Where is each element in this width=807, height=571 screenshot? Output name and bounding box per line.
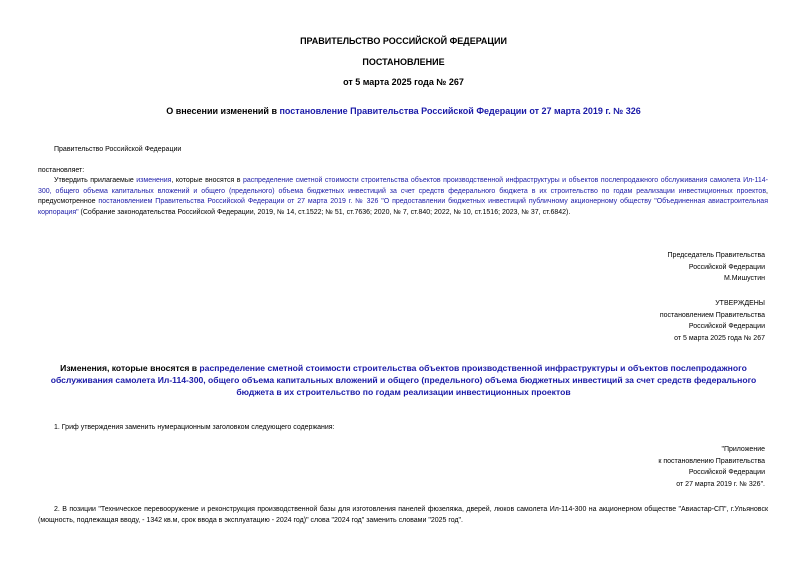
p1-text-c: , предусмотренное (38, 187, 768, 205)
government-name: Правительство Российской Федерации (54, 146, 182, 153)
signature-block (668, 250, 765, 285)
appendix-block (658, 444, 765, 490)
approved-line-1: УТВЕРЖДЕНЫ (715, 300, 765, 307)
item-2: 2. В позиции "Техническое перевооружение и реконструкция производственной базы для изготовления панелей фюзеляжа, дверей, люков самолета Ил-114-300 на акционерном обществе "Авиастар-СП", г.Ульяновск (мощность, подлежащая вводу, - 1342 кв.м, срок ввода в эксплуатацию - 2024 год)" слова "2024 год" заменить словами "2025 год". (38, 506, 768, 524)
p1-link-changes[interactable]: изменения (136, 177, 172, 184)
signature-line-2: Российской Федерации (688, 263, 765, 271)
main-paragraph (38, 176, 768, 218)
government-title: ПРАВИТЕЛЬСТВО РОССИЙСКОЙ ФЕДЕРАЦИИ (300, 36, 507, 46)
subject-link[interactable]: постановление Правительства Российской Федерации от 27 марта 2019 г. № 326 (279, 106, 641, 116)
appendix-line-4: от 27 марта 2019 г. № 326". (676, 480, 765, 488)
p1-text-b: , которые вносятся в (171, 177, 243, 184)
document-date-number: от 5 марта 2025 года № 267 (343, 77, 464, 87)
signature-line-1: Председатель Правительства (667, 252, 765, 259)
p1-link-distribution[interactable]: распределение сметной стоимости строительства объектов производственной инфраструктуры и объектов послепродажного обслуживания самолета Ил-114-300, общего объема капитальных вложений и общего (предельного) объема бюджетных инвестиций за счет средств федерального бюджета в их строительство по годам реализации инвестиционных проектов (38, 177, 769, 195)
document-subject (0, 106, 807, 116)
p1-text-a: Утвердить прилагаемые (54, 177, 137, 184)
changes-title (34, 362, 773, 398)
item-1: 1. Гриф утверждения заменить нумерационным заголовком следующего содержания: (54, 424, 335, 431)
signature-line-3: М.Мишустин (723, 275, 765, 282)
appendix-line-1: "Приложение (721, 446, 765, 453)
decrees-word: постановляет: (38, 167, 85, 174)
p1-link-decree[interactable]: постановлением Правительства Российской Федерации от 27 марта 2019 г. № 326 "О предоставлении бюджетных инвестиций публичному акционерному обществу "Объединенная авиастроительная корпорация" (38, 198, 768, 216)
subject-prefix: О внесении изменений в (166, 106, 280, 116)
approved-line-3: Российской Федерации (688, 323, 765, 330)
document-type: ПОСТАНОВЛЕНИЕ (362, 57, 445, 67)
approved-block (660, 298, 765, 344)
appendix-line-2: к постановлению Правительства (658, 457, 765, 465)
approved-line-4: от 5 марта 2025 года № 267 (674, 334, 765, 342)
appendix-line-3: Российской Федерации (688, 469, 765, 476)
changes-title-prefix: Изменения, которые вносятся в (60, 363, 200, 373)
p1-text-d: (Собрание законодательства Российской Федерации, 2019, № 14, ст.1522; № 51, ст.7636; 2020, № 7, ст.840; 2022, № 10, ст.1516; 2023, № 37, ст.6842). (78, 208, 571, 216)
approved-line-2: постановлением Правительства (659, 311, 765, 319)
changes-title-link[interactable]: распределение сметной стоимости строительства объектов производственной инфраструктуры и объектов послепродажного обслуживания самолета Ил-114-300, общего объема капитальных вложений и общего (предельного) объема бюджетных инвестиций за счет средств федерального бюджета в их строительство по годам реализации инвестиционных проектов (50, 363, 757, 397)
